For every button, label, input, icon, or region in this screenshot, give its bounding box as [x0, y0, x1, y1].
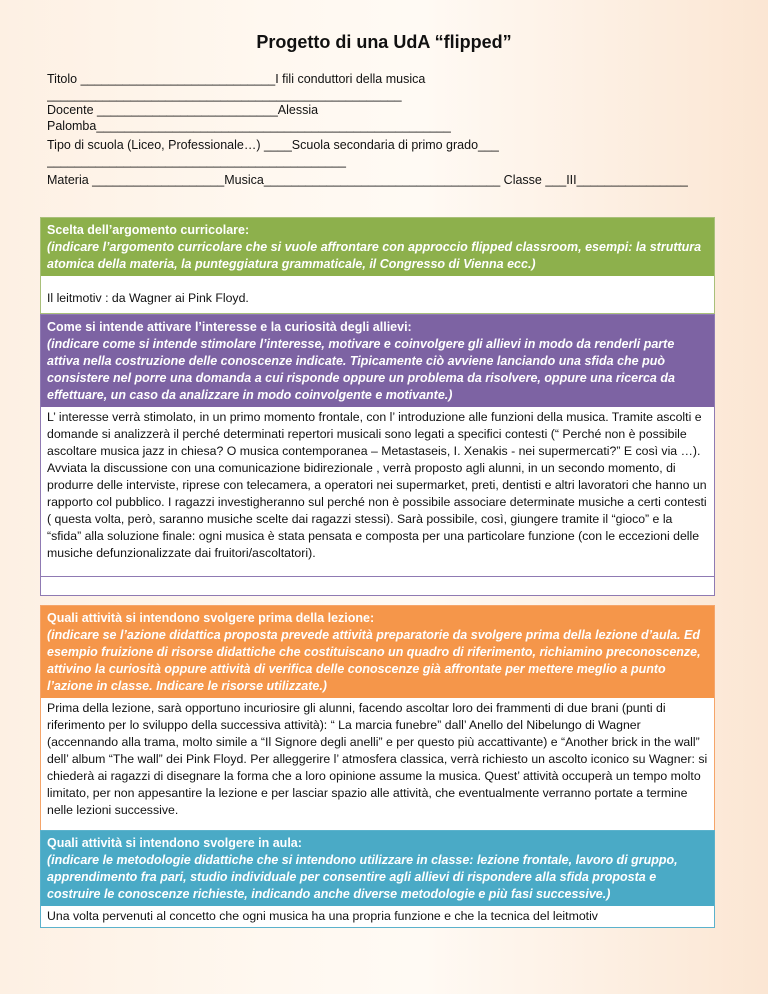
- section-engagement-title: Come si intende attivare l’interesse e la curiosità degli allievi:: [47, 320, 412, 334]
- section-in-class: [40, 830, 715, 928]
- title-field-continuation: ___________________________________________________: [47, 87, 402, 102]
- section-before-lesson-title: Quali attività si intendono svolgere prima della lezione:: [47, 611, 375, 625]
- section-before-lesson-description: (indicare se l’azione didattica proposta prevede attività preparatorie da svolgere prima della lezione d’aula. Ed esempio fruizione di risorse didattiche che costituiscano un quadro di riferimento, richiamino preconoscenze, attivino la curiosità oppure attività di verifica delle conoscenze già affrontate per mettere meglio a punto l’azione in classe. Indicare le risorse utilizzate.): [47, 628, 701, 693]
- project-info-form: [47, 72, 707, 189]
- section-before-lesson-header: [41, 606, 714, 698]
- section-topic-description: (indicare l’argomento curricolare che si vuole affrontare con approccio flipped classroom, esempi: la struttura atomica della materia, la punteggiatura grammaticale, il Congresso di Vienna ecc.): [47, 240, 702, 271]
- section-in-class-body[interactable]: Una volta pervenuti al concetto che ogni musica ha una propria funzione e che la tecnica del leitmotiv: [41, 906, 714, 927]
- subject-class-field[interactable]: Materia ___________________Musica__________________________________ Classe ___III________________: [47, 173, 688, 187]
- section-engagement: [40, 314, 715, 596]
- title-field[interactable]: Titolo ____________________________I fili conduttori della musica: [47, 72, 426, 86]
- section-engagement-empty-row: [41, 576, 714, 595]
- section-in-class-title: Quali attività si intendono svolgere in aula:: [47, 836, 302, 850]
- section-in-class-header: [41, 831, 714, 906]
- section-before-lesson: [40, 605, 715, 834]
- section-in-class-description: (indicare le metodologie didattiche che si intendono utilizzare in classe: lezione frontale, lavoro di gruppo, apprendimento fra pari, studio individuale per consentire agli allievi di rispondere alla sfida proposta e costruire le conoscenze richieste, indicando anche diverse metodologie e più fasi successive.): [47, 853, 678, 901]
- teacher-field[interactable]: Docente __________________________Alessia: [47, 103, 319, 117]
- section-topic: [40, 217, 715, 314]
- section-topic-body[interactable]: Il leitmotiv : da Wagner ai Pink Floyd.: [41, 276, 714, 313]
- section-topic-header: [41, 218, 714, 276]
- school-type-continuation: ___________________________________________: [47, 153, 346, 168]
- section-engagement-description: (indicare come si intende stimolare l’interesse, motivare e coinvolgere gli allievi in modo da renderli parte attiva nella costruzione delle conoscenze indicate. Tipicamente ciò avviene lanciando una sfida che può consistere nel porre una domanda a cui risponde oppure un problema da risolvere, oppure una ricerca da effettuare, un caso da analizzare in modo coinvolgente e motivante.): [47, 337, 675, 402]
- section-engagement-body[interactable]: L’ interesse verrà stimolato, in un primo momento frontale, con l’ introduzione alle funzioni della musica. Tramite ascolti e domande si analizzerà il perché determinati repertori musicali sono legati a specifici contesti (“ Perché non è possibile ascoltare musica jazz in chiesa? O musica contemporanea – Metastaseis, I. Xenakis - nei supermercati?” E così via …). Avviata la discussione con una comunicazione bidirezionale , verrà proposto agli alunni, in un secondo momento, di produrre delle interviste, riprese con telecamera, a operatori nei supermarket, preti, dentisti e altri lavoratori che hanno un rapporto col pubblico. I ragazzi investigheranno sul perché non è possibile associare determinate musiche a certi contesti ( questa volta, però, saranno musiche scelte dai ragazzi stessi). Sarà possibile, così, giungere tramite il “gioco” e la “sfida” alla soluzione finale: ogni musica è stata pensata e composta per una particolare funzione (con le eccezioni delle musiche defunzionalizzate dai fruitori/ascoltatori).: [41, 407, 714, 576]
- teacher-field-continuation: Palomba___________________________________________________: [47, 118, 451, 133]
- section-engagement-header: [41, 315, 714, 407]
- page-title: Progetto di una UdA “flipped”: [256, 32, 512, 52]
- section-topic-title: Scelta dell’argomento curricolare:: [47, 223, 250, 237]
- school-type-field[interactable]: Tipo di scuola (Liceo, Professionale…) ____Scuola secondaria di primo grado___: [47, 138, 499, 152]
- section-before-lesson-body[interactable]: Prima della lezione, sarà opportuno incuriosire gli alunni, facendo ascoltar loro dei frammenti di due brani (punti di riferimento per lo sviluppo della successiva attività): “ La marcia funebre” dall’ Anello del Nibelungo di Wagner (accennando alla trama, molto simile a “Il Signore degli anelli” e per questo più accattivante) e “Another brick in the wall” dell’ album “The wall” dei Pink Floyd. Per alleggerire l’ atmosfera classica, verrà richiesto un ascolto iconico su Wagner: si chiederà ai ragazzi di disegnare la forma che a loro opinione assume la musica. Quest’ attività occuperà un tempo molto limitato, per non appesantire la lezione e per lasciar spazio alle attività, che eventualmente verranno portate a termine nelle lezioni successive.: [41, 698, 714, 833]
